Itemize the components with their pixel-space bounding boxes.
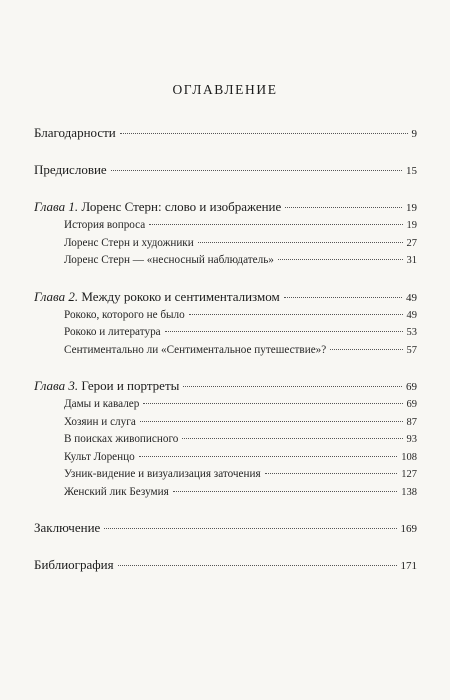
- entry-title: Дамы и кавалер: [64, 398, 140, 410]
- entry-title: Рококо, которого не было: [64, 308, 185, 321]
- page-number: 127: [401, 469, 417, 480]
- dot-leader: [118, 565, 397, 566]
- entry-title: Заключение: [34, 520, 101, 535]
- page-number: 171: [400, 560, 417, 572]
- entry-title: Лоренс Стерн и художники: [64, 236, 194, 249]
- dot-leader: [149, 224, 402, 225]
- toc-subentry[interactable]: [34, 449, 417, 467]
- page-number: 53: [406, 327, 417, 338]
- toc-subentry[interactable]: [34, 396, 417, 414]
- chapter-prefix: Глава 2.: [34, 288, 79, 304]
- page-number: 87: [406, 416, 417, 428]
- toc-entry-chapter-2[interactable]: [34, 288, 417, 307]
- toc-subentry[interactable]: [34, 414, 417, 432]
- toc-subentry[interactable]: [34, 324, 417, 342]
- entry-title: Благодарности: [34, 125, 116, 140]
- page-number: 93: [406, 434, 417, 445]
- dot-leader: [120, 133, 408, 134]
- dot-leader: [104, 528, 396, 529]
- toc-subentry[interactable]: [34, 466, 417, 484]
- entry-title: Лоренс Стерн: слово и изображение: [81, 199, 282, 214]
- page-number: 9: [411, 128, 417, 140]
- toc-entry-conclusion[interactable]: [34, 519, 417, 538]
- entry-title: Узник-видение и визуализация заточения: [64, 468, 261, 480]
- toc-subentry[interactable]: [34, 431, 417, 449]
- entry-title: Герои и портреты: [81, 378, 180, 393]
- page-number: 31: [406, 255, 417, 266]
- dot-leader: [198, 242, 403, 243]
- page-number: 69: [406, 381, 417, 393]
- entry-title: Предисловие: [34, 162, 107, 177]
- entry-title: Женский лик Безумия: [64, 485, 169, 498]
- dot-leader: [173, 491, 397, 492]
- toc-entry-preface[interactable]: [34, 161, 417, 180]
- page-number: 19: [406, 220, 417, 231]
- toc-heading: ОГЛАВЛЕНИЕ: [172, 82, 278, 97]
- toc-subentry[interactable]: [34, 235, 417, 253]
- toc-entry-acknowledgements[interactable]: [34, 124, 417, 143]
- entry-title: Культ Лоренцо: [64, 450, 135, 463]
- dot-leader: [165, 331, 403, 332]
- entry-title: Сентиментально ли «Сентиментальное путешествие»?: [64, 343, 327, 356]
- toc-subentry[interactable]: [34, 252, 417, 270]
- toc-entry-chapter-1[interactable]: [34, 198, 417, 217]
- entry-title: Рококо и литература: [64, 326, 161, 338]
- dot-leader: [140, 421, 403, 422]
- dot-leader: [139, 456, 398, 457]
- page-number: 49: [406, 309, 417, 321]
- toc-entry-bibliography[interactable]: [34, 556, 417, 575]
- dot-leader: [278, 259, 403, 260]
- toc-subentry[interactable]: [34, 307, 417, 325]
- entry-title: В поисках живописного: [64, 433, 179, 445]
- dot-leader: [183, 386, 402, 387]
- dot-leader: [189, 314, 403, 315]
- dot-leader: [265, 473, 398, 474]
- page-number: 57: [406, 344, 417, 356]
- dot-leader: [111, 170, 402, 171]
- chapter-prefix: Глава 1.: [34, 199, 79, 214]
- page-number: 169: [400, 523, 417, 535]
- dot-leader: [285, 207, 402, 208]
- dot-leader: [330, 349, 402, 350]
- chapter-prefix: Глава 3.: [34, 378, 79, 393]
- page-number: 19: [406, 202, 417, 214]
- toc-entry-chapter-3[interactable]: [34, 377, 417, 396]
- entry-title: Лоренс Стерн — «несносный наблюдатель»: [64, 254, 274, 266]
- dot-leader: [284, 297, 402, 298]
- table-of-contents: [34, 124, 417, 575]
- page-number: 108: [401, 451, 417, 463]
- toc-subentry[interactable]: [34, 484, 417, 502]
- entry-title: Хозяин и слуга: [64, 415, 136, 428]
- page-number: 27: [406, 237, 417, 249]
- page-number: 69: [406, 399, 417, 410]
- entry-title: Библиография: [34, 557, 114, 572]
- entry-title: История вопроса: [64, 219, 146, 231]
- dot-leader: [182, 438, 402, 439]
- toc-subentry[interactable]: [34, 342, 417, 360]
- page-number: 138: [401, 486, 417, 498]
- page-number: 49: [406, 291, 417, 304]
- toc-subentry[interactable]: [34, 217, 417, 235]
- entry-title: Между рококо и сентиментализмом: [81, 288, 280, 304]
- dot-leader: [143, 403, 402, 404]
- page-number: 15: [406, 165, 417, 177]
